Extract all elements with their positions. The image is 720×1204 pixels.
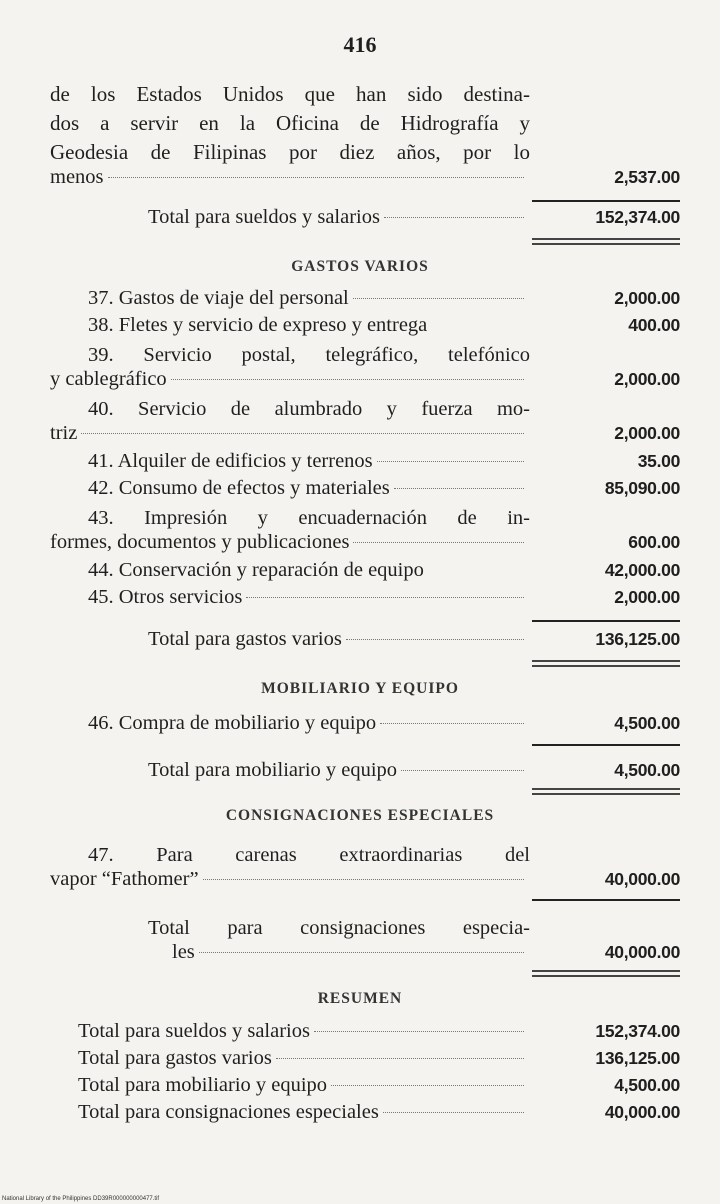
leader-dots (383, 1112, 524, 1113)
page-number: 416 (343, 32, 377, 57)
row-label: 38. Fletes y servicio de expreso y entrega (88, 314, 428, 336)
row-amount: 400.00 (628, 315, 680, 335)
row-amount: 4,500.00 (614, 760, 680, 780)
total-text-line: Total para consignaciones especia- (148, 917, 530, 939)
double-rule (532, 970, 680, 977)
row-label: 37. Gastos de viaje del personal (88, 287, 349, 309)
row-amount: 152,374.00 (595, 1021, 680, 1041)
intro-line: de los Estados Unidos que han sido destina- (50, 82, 530, 106)
row-amount: 4,500.00 (614, 1075, 680, 1095)
leader-dots (380, 723, 524, 724)
double-rule (532, 238, 680, 245)
section-heading-gastos: GASTOS VARIOS (291, 258, 429, 275)
total-sueldos-row (50, 206, 680, 234)
leader-dots (108, 177, 524, 178)
row-amount: 2,000.00 (614, 423, 680, 443)
item-row (50, 712, 680, 740)
intro-line: Geodesia de Filipinas por diez años, por lo (50, 140, 530, 164)
summary-row (50, 1074, 680, 1102)
leader-dots (276, 1058, 524, 1059)
rule (532, 744, 680, 746)
item-text-line: 47. Para carenas extraordinarias del (88, 844, 530, 866)
item-row (50, 422, 680, 450)
item-row (50, 586, 680, 614)
leader-dots (346, 639, 524, 640)
row-amount: 152,374.00 (595, 207, 680, 227)
row-label: vapor “Fathomer” (50, 868, 199, 890)
row-amount: 85,090.00 (604, 478, 680, 498)
summary-row (50, 1020, 680, 1048)
row-amount: 40,000.00 (604, 942, 680, 962)
item-row (50, 868, 680, 896)
summary-row (50, 1101, 680, 1129)
double-rule (532, 788, 680, 795)
row-label: Total para sueldos y salarios (148, 206, 380, 228)
total-mobiliario-row (50, 759, 680, 787)
item-text-line: 40. Servicio de alumbrado y fuerza mo- (88, 398, 530, 420)
row-label: formes, documentos y publicaciones (50, 531, 350, 553)
row-label: 44. Conservación y reparación de equipo (88, 559, 424, 581)
rule (532, 899, 680, 901)
item-row (50, 368, 680, 396)
row-amount: 136,125.00 (595, 629, 680, 649)
row-label: 42. Consumo de efectos y materiales (88, 477, 390, 499)
leader-dots (203, 879, 524, 880)
leader-dots (171, 379, 524, 380)
total-gastos-row (50, 628, 680, 656)
item-text-line: 43. Impresión y encuadernación de in- (88, 507, 530, 529)
row-amount: 40,000.00 (604, 1102, 680, 1122)
row-amount: 2,000.00 (614, 587, 680, 607)
row-label: menos (50, 166, 104, 188)
row-label: Total para mobiliario y equipo (148, 759, 398, 781)
row-amount: 2,000.00 (614, 288, 680, 308)
row-label: Total para sueldos y salarios (78, 1020, 310, 1042)
row-amount: 35.00 (637, 451, 680, 471)
intro-paragraph (50, 80, 530, 167)
row-label: Total para gastos varios (78, 1047, 272, 1069)
row-label: triz (50, 422, 78, 444)
item-text-line: 39. Servicio postal, telegráfico, telefónico (88, 344, 530, 366)
row-amount: 600.00 (628, 532, 680, 552)
row-amount: 2,537.00 (614, 167, 680, 187)
leader-dots (401, 770, 524, 771)
item-row (50, 531, 680, 559)
item-row (50, 287, 680, 315)
row-amount: 4,500.00 (614, 713, 680, 733)
row-label: 46. Compra de mobiliario y equipo (88, 712, 377, 734)
section-heading-especiales: CONSIGNACIONES ESPECIALES (225, 807, 495, 824)
leader-dots (331, 1085, 524, 1086)
intro-amount-row (50, 166, 680, 194)
item-row (50, 450, 680, 478)
row-amount: 40,000.00 (604, 869, 680, 889)
item-row (50, 477, 680, 505)
leader-dots (353, 542, 524, 543)
row-label: les (172, 941, 195, 963)
rule (532, 620, 680, 622)
leader-dots (394, 488, 524, 489)
row-amount: 42,000.00 (604, 560, 680, 580)
intro-line: dos a servir en la Oficina de Hidrografía y (50, 111, 530, 135)
summary-row (50, 1047, 680, 1075)
rule (532, 200, 680, 202)
row-label: Total para consignaciones especiales (78, 1101, 379, 1123)
section-heading-mobiliario: MOBILIARIO Y EQUIPO (261, 680, 459, 697)
item-row (50, 314, 680, 342)
total-especiales-row (50, 941, 680, 969)
row-amount: 136,125.00 (595, 1048, 680, 1068)
leader-dots (246, 597, 524, 598)
leader-dots (199, 952, 524, 953)
section-heading-resumen: RESUMEN (317, 990, 403, 1007)
row-label: 41. Alquiler de edificios y terrenos (88, 450, 373, 472)
scan-footer: National Library of the Philippines DD39R000000000477.tif (2, 1196, 160, 1202)
row-label: 45. Otros servicios (88, 586, 243, 608)
leader-dots (353, 298, 524, 299)
row-label: y cablegráfico (50, 368, 167, 390)
leader-dots (377, 461, 524, 462)
double-rule (532, 660, 680, 667)
item-row (50, 559, 680, 587)
row-label: Total para gastos varios (148, 628, 342, 650)
leader-dots (81, 433, 524, 434)
leader-dots (314, 1031, 524, 1032)
row-amount: 2,000.00 (614, 369, 680, 389)
leader-dots (384, 217, 524, 218)
row-label: Total para mobiliario y equipo (78, 1074, 328, 1096)
